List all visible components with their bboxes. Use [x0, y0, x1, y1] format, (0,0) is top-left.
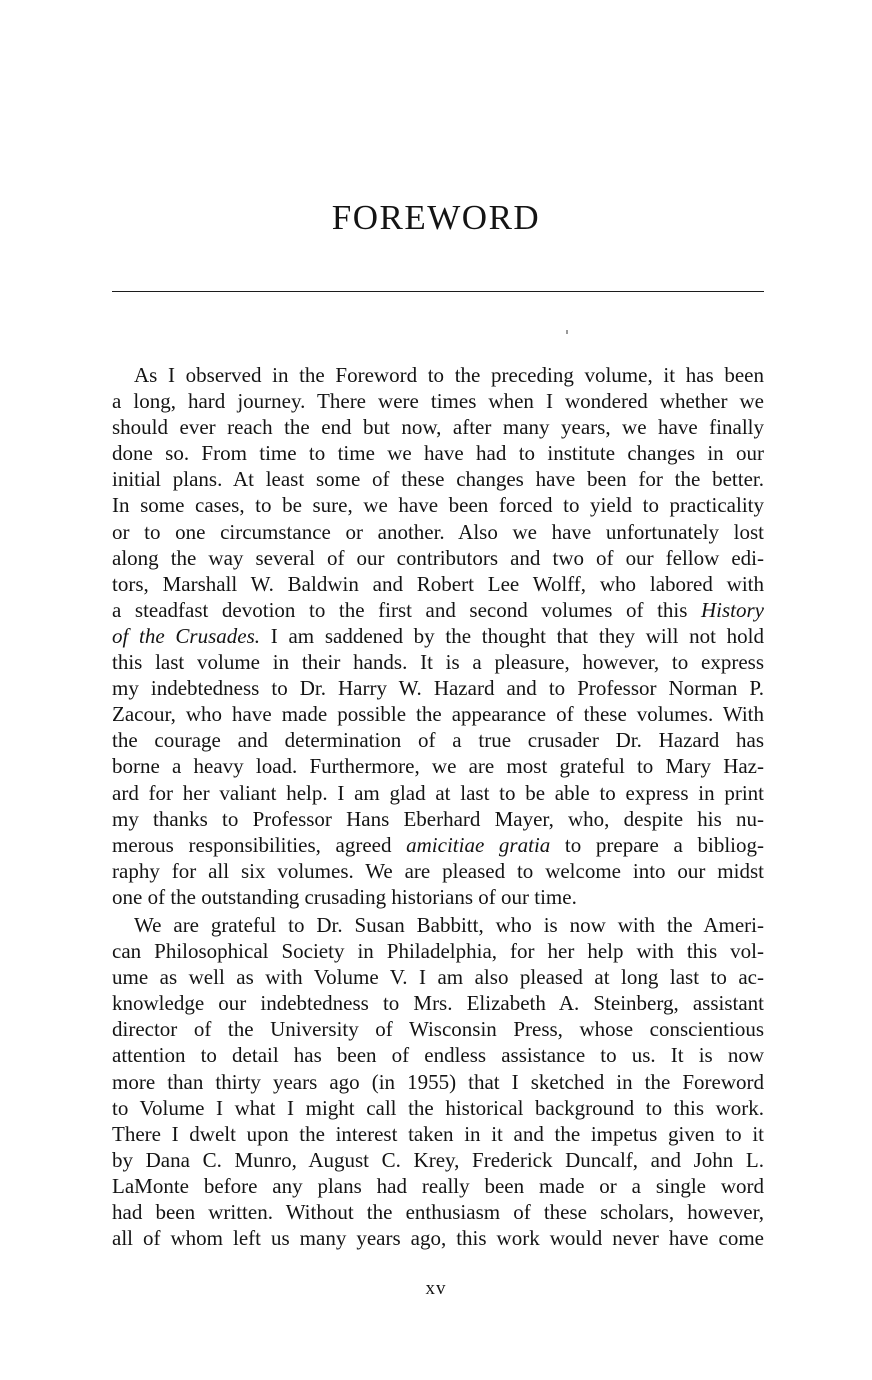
text-line: As I observed in the Foreword to the preceding volume, it has been — [134, 363, 764, 387]
text-line — [112, 832, 764, 858]
text-line: ume as well as with Volume V. I am also pleased at long last to ac- — [112, 965, 764, 990]
text-line: initial plans. At least some of these changes have been for the better. — [112, 467, 764, 492]
italic-latin-run: amicitiae gratia — [406, 832, 551, 857]
paragraph-1 — [112, 362, 764, 910]
text-line: more than thirty years ago (in 1955) that I sketched in the Foreword — [112, 1069, 764, 1094]
text-line — [112, 597, 764, 623]
text-line: to Volume I what I might call the historical background to this work. — [112, 1095, 764, 1120]
text-line: raphy for all six volumes. We are pleased to welcome into our midst — [112, 858, 764, 883]
text-line: can Philosophical Society in Philadelphia, for her help with this vol- — [112, 939, 764, 964]
text-line: borne a heavy load. Furthermore, we are most grateful to Mary Haz- — [112, 754, 764, 779]
page-title: FOREWORD — [331, 198, 541, 237]
text-line: ard for her valiant help. I am glad at last to be able to express in print — [112, 780, 764, 805]
text-line: LaMonte before any plans had really been made or a single word — [112, 1173, 764, 1198]
text-line: this last volume in their hands. It is a pleasure, however, to express — [112, 650, 764, 675]
text-run: a steadfast devotion to the first and second volumes of this — [112, 597, 701, 622]
title-divider — [112, 291, 764, 292]
text-line: knowledge our indebtedness to Mrs. Elizabeth A. Steinberg, assistant — [112, 991, 764, 1016]
text-run: to prepare a bibliog- — [550, 832, 764, 857]
text-line: We are grateful to Dr. Susan Babbitt, who is now with the Ameri- — [134, 912, 764, 937]
paragraph-2 — [112, 912, 764, 1251]
text-line: director of the University of Wisconsin Press, whose conscientious — [112, 1017, 764, 1042]
text-line: should ever reach the end but now, after many years, we have finally — [112, 415, 764, 440]
text-line: There I dwelt upon the interest taken in it and the impetus given to it — [112, 1121, 764, 1146]
text-line: or to one circumstance or another. Also we have unfortunately lost — [112, 519, 764, 544]
text-line: my thanks to Professor Hans Eberhard Mayer, who, despite his nu- — [112, 806, 764, 831]
text-line: my indebtedness to Dr. Harry W. Hazard and to Professor Norman P. — [112, 676, 764, 701]
text-line: attention to detail has been of endless assistance to us. It is now — [112, 1043, 764, 1068]
text-line: by Dana C. Munro, August C. Krey, Frederick Duncalf, and John L. — [112, 1147, 764, 1172]
text-run: merous responsibilities, agreed — [112, 832, 407, 857]
page-number: xv — [425, 1278, 447, 1299]
text-line: had been written. Without the enthusiasm of these scholars, however, — [112, 1200, 764, 1224]
scan-speck — [566, 330, 568, 334]
body-text — [112, 362, 764, 1251]
text-line: done so. From time to time we have had to institute changes in our — [112, 441, 764, 466]
italic-title-run: of the Crusades. — [112, 623, 261, 648]
text-line: the courage and determination of a true crusader Dr. Hazard has — [112, 728, 764, 753]
text-line: all of whom left us many years ago, this work would never have come — [112, 1226, 764, 1251]
text-line: tors, Marshall W. Baldwin and Robert Lee Wolff, who labored with — [112, 571, 764, 596]
text-line: Zacour, who have made possible the appearance of these volumes. With — [112, 702, 764, 727]
text-line: In some cases, to be sure, we have been forced to yield to practicality — [112, 493, 764, 518]
text-line — [112, 623, 764, 649]
text-run: I am saddened by the thought that they will not hold — [260, 623, 765, 648]
text-line: a long, hard journey. There were times when I wondered whether we — [112, 389, 764, 414]
text-line: along the way several of our contributors and two of our fellow edi- — [112, 545, 764, 570]
text-line: one of the outstanding crusading historians of our time. — [112, 884, 577, 909]
italic-title-run: History — [701, 597, 764, 622]
